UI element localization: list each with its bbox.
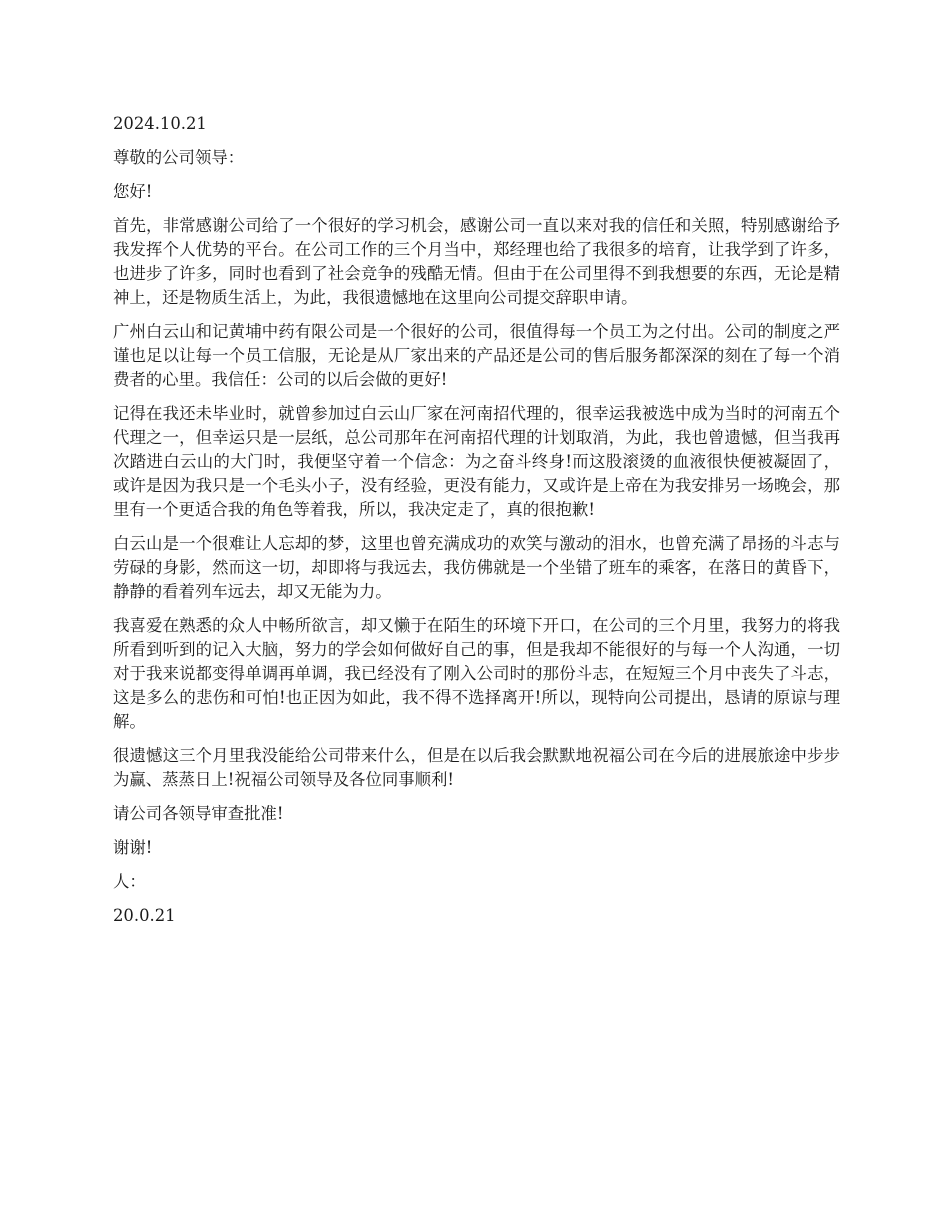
body-paragraph: 首先，非常感谢公司给了一个很好的学习机会，感谢公司一直以来对我的信任和关照，特别感谢给予我发挥个人优势的平台。在公司工作的三个月当中，郑经理也给了我很多的培育，让我学到了许多，也进步了许多，同时也看到了社会竞争的残酷无情。但由于在公司里得不到我想要的东西，无论是精神上，还是物质生活上，为此，我很遗憾地在这里向公司提交辞职申请。 <box>113 216 840 307</box>
letter-date: 2024.10.21 <box>113 114 207 133</box>
signature-label: 人： <box>113 872 146 891</box>
salutation: 尊敬的公司领导： <box>113 148 245 167</box>
document-page <box>113 112 840 938</box>
approval-request: 请公司各领导审查批准! <box>113 804 284 823</box>
thanks-line: 谢谢! <box>113 838 153 857</box>
body-paragraph: 广州白云山和记黄埔中药有限公司是一个很好的公司，很值得每一个员工为之付出。公司的制度之严谨也足以让每一个员工信服，无论是从厂家出来的产品还是公司的售后服务都深深的刻在了每一个消费者的心里。我信任：公司的以后会做的更好! <box>113 322 840 389</box>
body-paragraph: 我喜爱在熟悉的众人中畅所欲言，却又懒于在陌生的环境下开口，在公司的三个月里，我努力的将我所看到听到的记入大脑，努力的学会如何做好自己的事，但是我却不能很好的与每一个人沟通，一切对于我来说都变得单调再单调，我已经没有了刚入公司时的那份斗志，在短短三个月中丧失了斗志，这是多么的悲伤和可怕!也正因为如此，我不得不选择离开!所以，现特向公司提出，恳请的原谅与理解。 <box>113 616 840 731</box>
closing-date: 20.0.21 <box>113 906 176 925</box>
greeting: 您好! <box>113 182 153 201</box>
body-paragraph: 很遗憾这三个月里我没能给公司带来什么，但是在以后我会默默地祝福公司在今后的进展旅途中步步为赢、蒸蒸日上!祝福公司领导及各位同事顺利! <box>113 746 840 789</box>
body-paragraph: 记得在我还未毕业时，就曾参加过白云山厂家在河南招代理的，很幸运我被选中成为当时的河南五个代理之一，但幸运只是一层纸，总公司那年在河南招代理的计划取消，为此，我也曾遗憾，但当我再次踏进白云山的大门时，我便坚守着一个信念：为之奋斗终身!而这股滚烫的血液很快便被凝固了，或许是因为我只是一个毛头小子，没有经验，更没有能力，又或许是上帝在为我安排另一场晚会，那里有一个更适合我的角色等着我，所以，我决定走了，真的很抱歉! <box>113 404 840 519</box>
body-paragraph: 白云山是一个很难让人忘却的梦，这里也曾充满成功的欢笑与激动的泪水，也曾充满了昂扬的斗志与劳碌的身影，然而这一切，却即将与我远去，我仿佛就是一个坐错了班车的乘客，在落日的黄昏下，静静的看着列车远去，却又无能为力。 <box>113 534 840 601</box>
